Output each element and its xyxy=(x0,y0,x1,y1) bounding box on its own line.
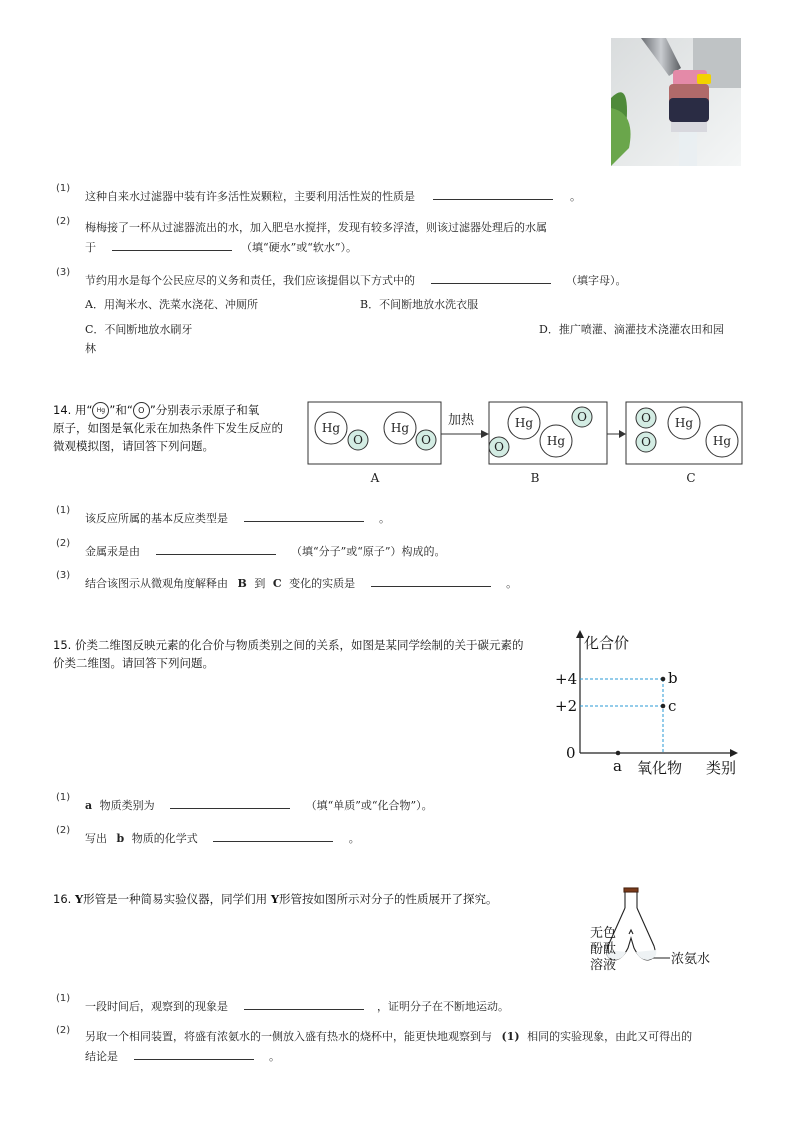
diagram-hg: Hg xyxy=(712,434,732,448)
label-ammonia: 浓氨水 xyxy=(671,952,711,967)
label-phenolphthalein: 酚酞 xyxy=(590,942,617,957)
question-text: 到 xyxy=(254,577,266,590)
question-text: 该反应所属的基本反应类型是 xyxy=(85,512,228,525)
y-tube-figure xyxy=(590,886,750,978)
diagram-hg: Hg xyxy=(674,416,694,430)
tick-plus2: +2 xyxy=(555,697,578,715)
title-text: 形管是一种简易实验仪器，同学们用 xyxy=(83,892,268,906)
question-text: （填“单质”或“化合物”）。 xyxy=(305,799,433,812)
question-text: 结论是 xyxy=(85,1050,118,1063)
q16-part1-number: (1) xyxy=(56,993,71,1004)
punctuation: 。 xyxy=(506,577,518,590)
question-text: 节约用水是每个公民应尽的义务和责任，我们应该提倡以下方式中的 xyxy=(85,274,415,287)
q16-part2-line1 xyxy=(85,1029,692,1045)
answer-blank[interactable] xyxy=(170,796,290,809)
diagram-o: O xyxy=(494,440,504,454)
q14-part1-number: (1) xyxy=(56,505,71,516)
answer-blank[interactable] xyxy=(433,187,553,200)
q14-part2-number: (2) xyxy=(56,538,71,549)
q14-title-line3: 微观模拟图，请回答下列问题。 xyxy=(53,439,214,453)
q16-part2-number: (2) xyxy=(56,1025,71,1036)
bold-letter: C xyxy=(272,577,282,590)
question-text: 变化的实质是 xyxy=(289,577,356,590)
o-atom-symbol: O xyxy=(133,402,150,419)
punctuation: 。 xyxy=(570,190,581,203)
hg-atom-symbol: Hg xyxy=(92,402,109,419)
reaction-diagram xyxy=(300,395,750,490)
point-a-label: a xyxy=(613,757,622,775)
bold-ref: (1) xyxy=(501,1030,520,1043)
question-text: （填字母）。 xyxy=(566,274,627,287)
y-axis-label: 化合价 xyxy=(584,634,630,652)
diagram-hg: Hg xyxy=(514,416,534,430)
q13-part3-number: (3) xyxy=(56,267,71,278)
q16-part2-line2 xyxy=(85,1047,280,1065)
title-text: 14. 用“ xyxy=(53,403,93,417)
diagram-hg: Hg xyxy=(321,421,341,435)
answer-blank[interactable] xyxy=(244,509,364,522)
bold-letter: b xyxy=(116,832,125,845)
q13-part2-line2 xyxy=(85,238,357,256)
question-text: （填“分子”或“原子”）构成的。 xyxy=(291,545,446,558)
question-text: 金属汞是由 xyxy=(85,545,140,558)
answer-blank[interactable] xyxy=(156,542,276,555)
option-d: D．推广喷灌、滴灌技术浇灌农田和园 xyxy=(539,323,724,336)
q14-title-line2: 原子，如图是氧化汞在加热条件下发生反应的 xyxy=(53,421,283,435)
question-text: 这种自来水过滤器中装有许多活性炭颗粒，主要利用活性炭的性质是 xyxy=(85,190,415,203)
answer-blank[interactable] xyxy=(112,238,232,251)
question-text: ，证明分子在不断地运动。 xyxy=(377,1000,509,1013)
title-text: 形管按如图所示对分子的性质展开了探究。 xyxy=(279,892,498,906)
q14-title-line1 xyxy=(53,402,259,419)
q13-part3-text xyxy=(85,271,627,289)
answer-blank[interactable] xyxy=(213,829,333,842)
diagram-o: O xyxy=(641,411,651,425)
question-text: 另取一个相同装置，将盛有浓氨水的一侧放入盛有热水的烧杯中，能更快地观察到与 xyxy=(85,1030,492,1043)
bold-letter: Y xyxy=(270,892,280,906)
question-text: 写出 xyxy=(85,832,107,845)
label-c: C xyxy=(686,471,696,485)
label-solution: 溶液 xyxy=(590,958,617,973)
q13-part1-text xyxy=(85,187,581,205)
q15-part1-number: (1) xyxy=(56,792,71,803)
label-colorless: 无色 xyxy=(590,926,617,941)
tick-zero: 0 xyxy=(566,744,576,762)
answer-blank[interactable] xyxy=(244,997,364,1010)
question-text: 物质类别为 xyxy=(99,799,155,812)
q15-part2-text xyxy=(85,829,360,847)
tick-plus4: +4 xyxy=(555,670,578,688)
q16-part1-text xyxy=(85,997,509,1015)
bold-letter: a xyxy=(85,799,93,812)
bold-letter: Y xyxy=(74,892,84,906)
diagram-hg: Hg xyxy=(546,434,566,448)
question-text: 相同的实验现象，由此又可得出的 xyxy=(527,1030,693,1043)
q15-title-line1: 15. 价类二维图反映元素的化合价与物质类别之间的关系，如图是某同学绘制的关于碳元素的 xyxy=(53,638,524,652)
x-axis-label: 类别 xyxy=(706,759,737,777)
q13-part2-line1: 梅梅接了一杯从过滤器流出的水，加入肥皂水搅拌，发现有较多浮渣，则该过滤器处理后的水属 xyxy=(85,221,547,234)
label-a: A xyxy=(370,471,380,485)
diagram-o: O xyxy=(577,410,587,424)
q15-part2-number: (2) xyxy=(56,825,71,836)
title-text: ”分别表示汞原子和氧 xyxy=(149,403,260,417)
q14-part1-text xyxy=(85,509,390,527)
answer-blank[interactable] xyxy=(431,271,551,284)
q15-part1-text xyxy=(85,796,433,814)
diagram-o: O xyxy=(421,433,431,447)
option-c: C．不间断地放水刷牙 xyxy=(85,323,193,336)
diagram-o: O xyxy=(353,433,363,447)
option-b: B．不间断地放水洗衣服 xyxy=(360,298,479,311)
diagram-hg: Hg xyxy=(390,421,410,435)
diagram-o: O xyxy=(641,435,651,449)
x-category-oxide: 氧化物 xyxy=(637,759,683,777)
point-b-label: b xyxy=(668,669,678,687)
q13-part2-number: (2) xyxy=(56,216,71,227)
filter-photo xyxy=(611,38,741,166)
q16-title xyxy=(53,891,498,908)
answer-blank[interactable] xyxy=(134,1047,254,1060)
title-text: 16. xyxy=(53,892,72,906)
point-c-label: c xyxy=(668,697,677,715)
answer-blank[interactable] xyxy=(371,574,491,587)
q14-part3-number: (3) xyxy=(56,570,71,581)
q14-part2-text xyxy=(85,542,446,560)
q14-part3-text xyxy=(85,574,517,592)
question-text: 于 xyxy=(85,241,96,254)
q15-title-line2: 价类二维图。请回答下列问题。 xyxy=(53,656,214,670)
valence-category-graph xyxy=(550,628,750,778)
question-text: 物质的化学式 xyxy=(131,832,198,845)
option-a: A．用淘米水、洗菜水浇花、冲厕所 xyxy=(85,298,258,311)
punctuation: 。 xyxy=(269,1050,280,1063)
punctuation: 。 xyxy=(379,512,390,525)
heat-label: 加热 xyxy=(447,413,475,428)
q13-part1-number: (1) xyxy=(56,183,71,194)
label-b: B xyxy=(530,471,540,485)
punctuation: 。 xyxy=(348,832,360,845)
question-text: （填“硬水”或“软水”）。 xyxy=(241,241,357,254)
option-d-continued: 林 xyxy=(85,342,96,355)
question-text: 一段时间后，观察到的现象是 xyxy=(85,1000,228,1013)
title-text: ”和“ xyxy=(109,403,133,417)
question-text: 结合该图示从微观角度解释由 xyxy=(85,577,228,590)
bold-letter: B xyxy=(237,577,247,590)
